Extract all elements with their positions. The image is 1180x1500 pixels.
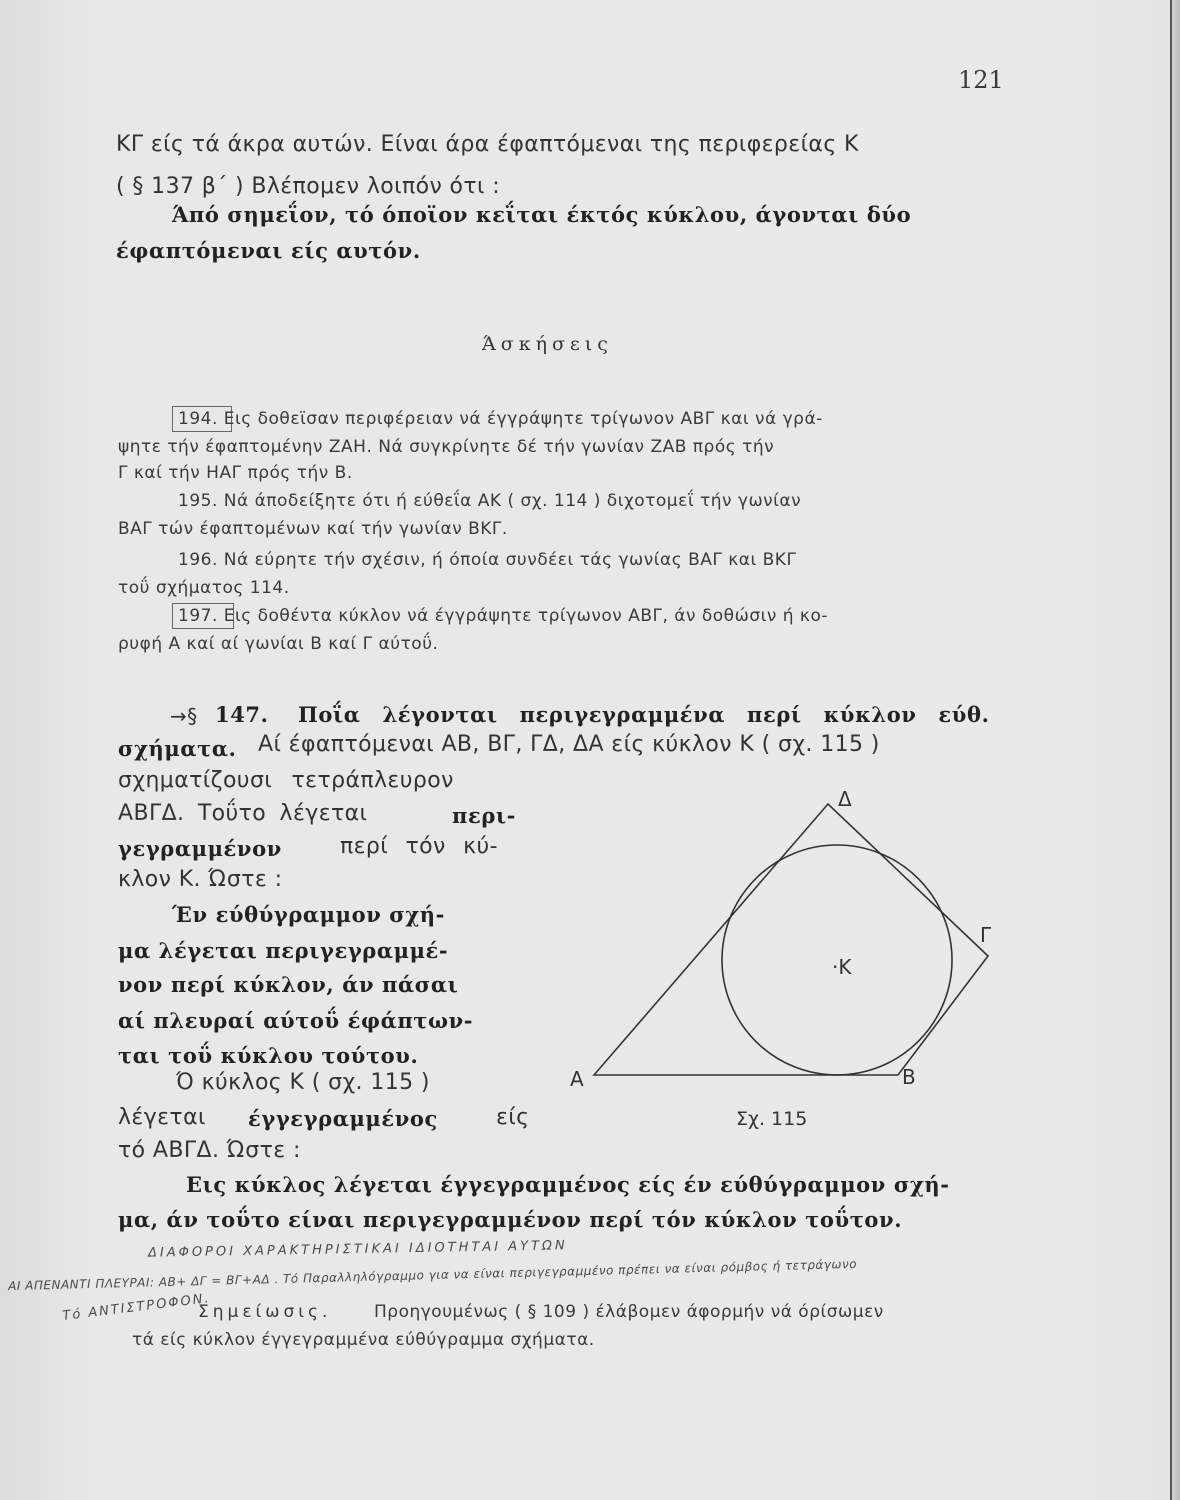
- exercise-line: 196. Νά εύρητε τήν σχέσιν, ή όποία συνδέει τάς γωνίας ΒΑΓ και ΒΚΓ: [178, 550, 797, 570]
- exercise-line: ψητε τήν έφαπτομένην ΖΑΗ. Νά συγκρίνητε δέ τήν γωνίαν ΖΑΒ πρός τήν: [118, 437, 775, 457]
- section-title-cont: σχήματα.: [118, 736, 237, 761]
- handwritten-note: Τό ΑΝΤΙΣΤΡΟΦΟΝ.: [61, 1290, 212, 1325]
- exercises-heading: Άσκήσεις: [482, 333, 613, 355]
- section-title: Ποΐα λέγονται περιγεγραμμένα περί κύκλον εύθ.: [298, 702, 990, 727]
- vertex-label-g: Γ: [980, 923, 992, 947]
- center-label-k: ·Κ: [832, 955, 852, 979]
- theorem-line: έφαπτόμεναι είς αυτόν.: [116, 238, 421, 263]
- text-line: περί τόν κύ-: [340, 834, 498, 859]
- text-line: τό ΑΒΓΔ. Ώστε :: [118, 1138, 301, 1163]
- term-bold: περι-: [452, 803, 516, 828]
- exercise-line: τοΰ σχήματος 114.: [118, 578, 290, 598]
- term-bold: έγγεγραμμένος: [248, 1106, 438, 1131]
- note-line: τά είς κύκλον έγγεγραμμένα εύθύγραμμα σχήματα.: [132, 1330, 595, 1350]
- exercise-line: 197. Εις δοθέντα κύκλον νά έγγράψητε τρίγωνον ΑΒΓ, άν δοθώσιν ή κο-: [178, 606, 828, 626]
- note-label: Σημείωσις.: [198, 1302, 332, 1322]
- definition-line: μα, άν τοΰτο είναι περιγεγραμμένον περί τόν κύκλον τοΰτον.: [118, 1207, 903, 1232]
- definition-line: Έν εύθύγραμμον σχή-: [172, 902, 445, 927]
- page-edge: [1170, 0, 1180, 1500]
- definition-line: Εις κύκλος λέγεται έγγεγραμμένος είς έν εύθύγραμμον σχή-: [186, 1172, 950, 1197]
- text-line: ΑΒΓΔ. Τοΰτο λέγεται: [118, 801, 368, 826]
- note-line: Προηγουμένως ( § 109 ) έλάβομεν άφορμήν νά όρίσωμεν: [374, 1302, 884, 1322]
- exercise-line: 194. Εις δοθεϊσαν περιφέρειαν νά έγγράψητε τρίγωνον ΑΒΓ και νά γρά-: [178, 409, 823, 429]
- definition-line: νον περί κύκλον, άν πάσαι: [118, 972, 459, 997]
- text-line: Ό κύκλος Κ ( σχ. 115 ): [176, 1070, 430, 1095]
- definition-line: αί πλευραί αύτοΰ έφάπτων-: [118, 1008, 474, 1033]
- definition-line: ται τοΰ κύκλου τούτου.: [118, 1043, 419, 1068]
- section-number: 147.: [215, 702, 269, 727]
- handwritten-note: ΔΙΑΦΟΡΟΙ ΧΑΡΑΚΤΗΡΙΣΤΙΚΑΙ ΙΔΙΟΤΗΤΑΙ ΑΥΤΩΝ: [147, 1238, 568, 1261]
- section-intro: Αί έφαπτόμεναι ΑΒ, ΒΓ, ΓΔ, ΔΑ είς κύκλον Κ ( σχ. 115 ): [258, 732, 880, 757]
- term-bold: γεγραμμένον: [118, 836, 282, 861]
- text-line: λέγεται: [118, 1105, 206, 1130]
- text-line: ΚΓ είς τά άκρα αυτών. Είναι άρα έφαπτόμεναι της περιφερείας Κ: [116, 132, 859, 157]
- text-line: κλον Κ. Ώστε :: [118, 867, 283, 892]
- text-line: σχηματίζουσι τετράπλευρον: [118, 768, 454, 793]
- vertex-label-a: Α: [570, 1067, 584, 1091]
- vertex-label-b: Β: [902, 1065, 916, 1089]
- circumscribed-quadrilateral: [594, 804, 988, 1075]
- exercise-line: ρυφή Α καί αί γωνίαι Β καί Γ αύτοΰ.: [118, 634, 439, 654]
- theorem-line: Άπό σημεΐον, τό όποϊον κεΐται έκτός κύκλου, άγονται δύο: [172, 202, 912, 227]
- vertex-label-d: Δ: [838, 787, 852, 811]
- text-line: ( § 137 β΄ ) Βλέπομεν λοιπόν ότι :: [116, 174, 501, 199]
- figure-caption: Σχ. 115: [736, 1108, 808, 1130]
- handwritten-note: ΑΙ ΑΠΕΝΑΝΤΙ ΠΛΕΥΡΑΙ: ΑΒ+ ΔΓ = ΒΓ+ΑΔ . Τό Παραλληλόγραμμο για να είναι περιγεγραμμένο πρέπει να είναι ρόμβος ή τετράγωνο: [7, 1256, 858, 1294]
- exercise-line: ΒΑΓ τών έφαπτομένων καί τήν γωνίαν ΒΚΓ.: [118, 519, 508, 539]
- exercise-line: Γ καί τήν ΗΑΓ πρός τήν Β.: [118, 463, 353, 483]
- figure-115: [560, 780, 1020, 1100]
- section-arrow: →§: [170, 704, 198, 728]
- page-number: 121: [958, 66, 1004, 94]
- exercise-line: 195. Νά άποδείξητε ότι ή εύθεΐα ΑΚ ( σχ. 114 ) διχοτομεΐ τήν γωνίαν: [178, 491, 802, 511]
- definition-line: μα λέγεται περιγεγραμμέ-: [118, 938, 449, 963]
- text-line: είς: [496, 1105, 530, 1130]
